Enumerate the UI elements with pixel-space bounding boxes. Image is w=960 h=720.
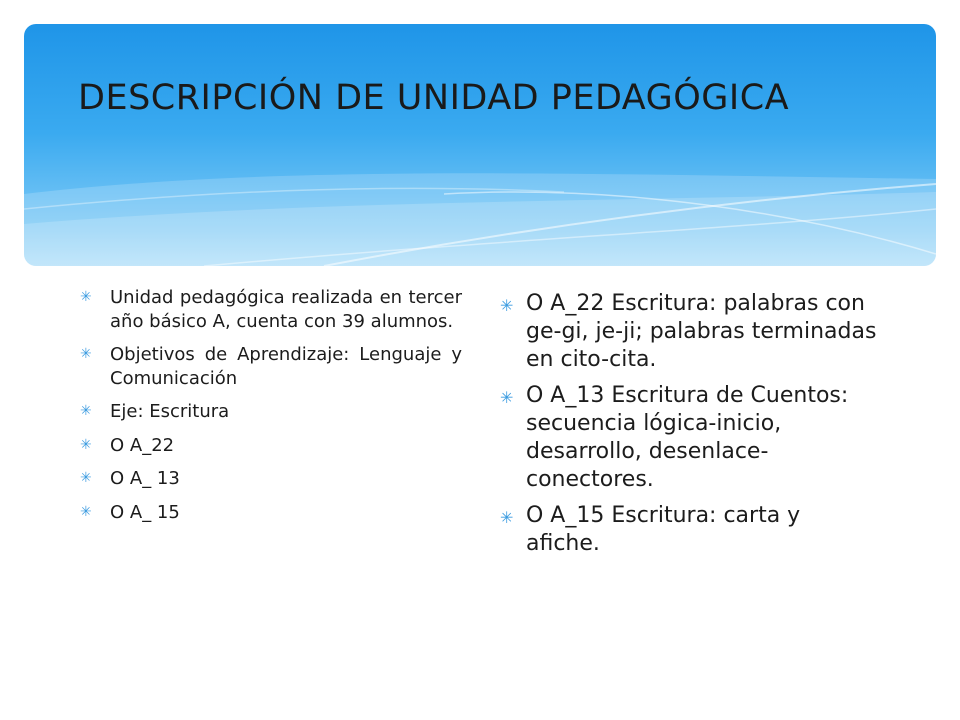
list-item-text: O A_22	[110, 434, 175, 456]
list-item	[80, 286, 462, 333]
slide-title: DESCRIPCIÓN DE UNIDAD PEDAGÓGICA	[78, 78, 790, 118]
left-bullet-list	[80, 286, 462, 534]
list-item-text: Eje: Escritura	[110, 401, 230, 422]
right-bullet-list	[500, 290, 880, 566]
list-item	[80, 343, 462, 390]
asterisk-bullet-icon: ✳	[80, 403, 92, 419]
asterisk-bullet-icon: ✳	[80, 289, 92, 305]
list-item	[500, 382, 880, 494]
list-item-text: O A_15 Escritura: carta y afiche.	[526, 503, 801, 556]
list-item	[500, 502, 880, 558]
asterisk-bullet-icon: ✳	[80, 503, 92, 520]
list-item	[80, 467, 462, 491]
list-item-text: O A_22 Escritura: palabras con ge-gi, je-ji; palabras terminadas en cito-cita.	[526, 291, 877, 372]
list-item-text: O A_ 15	[110, 501, 180, 523]
asterisk-bullet-icon: ✳	[80, 436, 92, 453]
title-banner	[24, 24, 936, 266]
list-item	[80, 400, 462, 424]
list-item	[80, 434, 462, 458]
list-item-text: Objetivos de Aprendizaje: Lenguaje y Comunicación	[110, 344, 462, 389]
list-item-text: O A_13 Escritura de Cuentos: secuencia lógica-inicio, desarrollo, desenlace-conectores.	[526, 383, 849, 492]
banner-wave-decoration	[24, 24, 936, 266]
list-item	[80, 501, 462, 525]
asterisk-bullet-icon: ✳	[500, 508, 514, 527]
asterisk-bullet-icon: ✳	[80, 346, 92, 362]
asterisk-bullet-icon: ✳	[500, 388, 514, 407]
asterisk-bullet-icon: ✳	[80, 470, 92, 486]
list-item-text: Unidad pedagógica realizada en tercer año básico A, cuenta con 39 alumnos.	[110, 287, 462, 332]
list-item	[500, 290, 880, 374]
list-item-text: O A_ 13	[110, 468, 180, 489]
asterisk-bullet-icon: ✳	[500, 296, 514, 315]
